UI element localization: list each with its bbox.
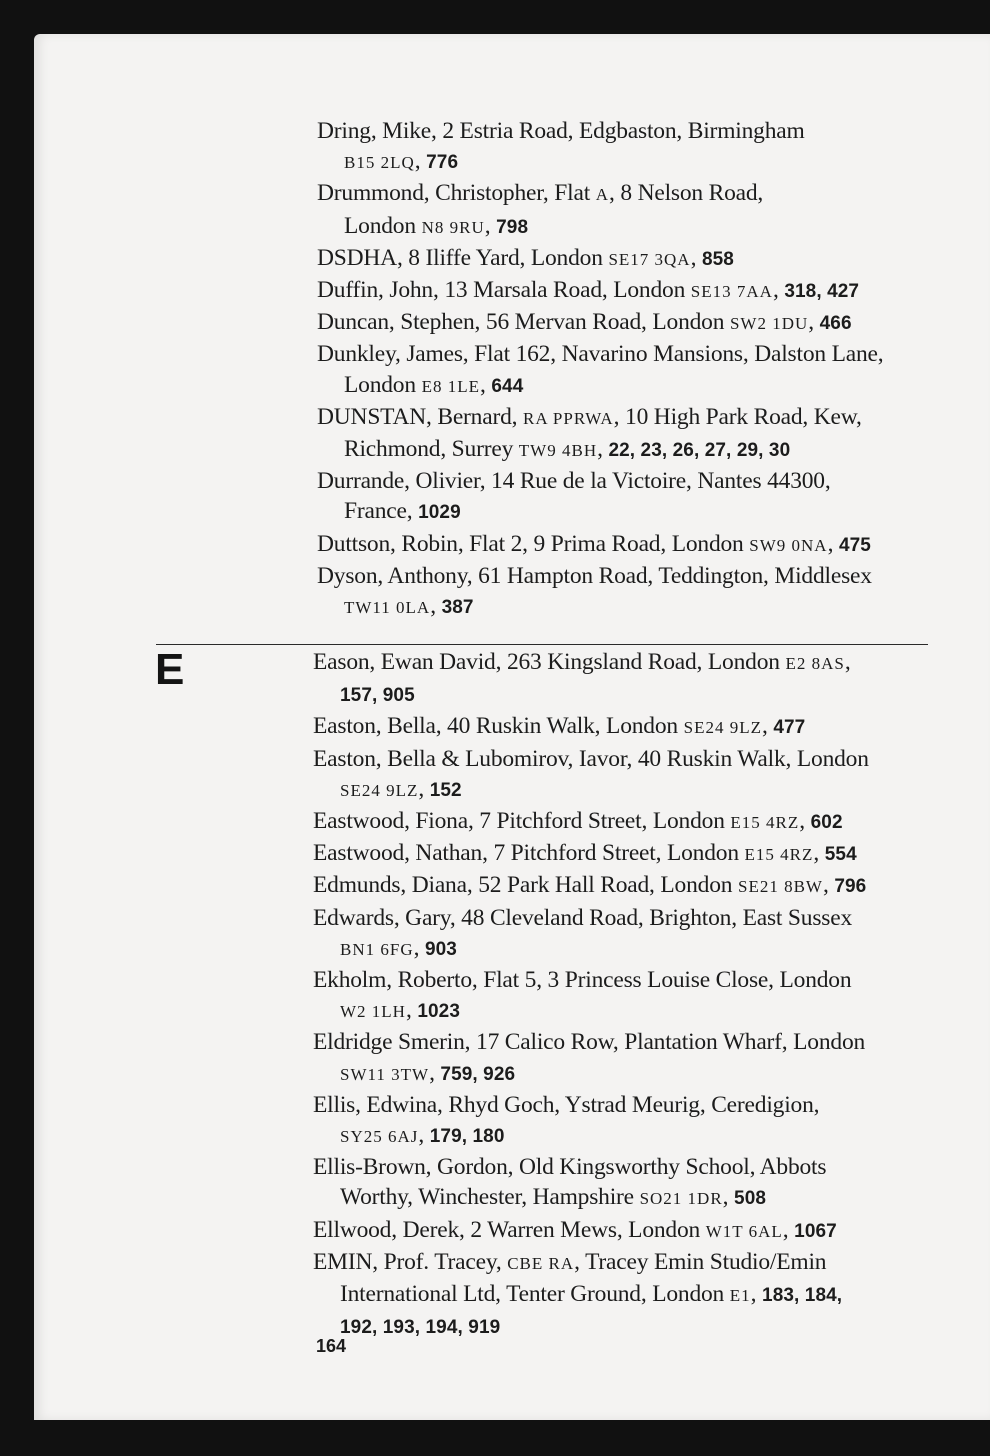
entry-text: , xyxy=(808,309,820,336)
entry-line xyxy=(317,178,990,210)
index-entry xyxy=(0,903,990,965)
entry-continuation-line xyxy=(313,933,990,965)
entry-line xyxy=(317,529,990,561)
page-references: 796 xyxy=(834,876,867,898)
index-entry xyxy=(0,870,990,902)
entry-text: Duncan, Stephen, 56 Mervan Road, London xyxy=(317,309,730,336)
entry-line xyxy=(317,116,990,146)
postcode-or-honours: SE13 7AA xyxy=(690,282,773,302)
entry-line xyxy=(313,1152,990,1182)
entry-text: , xyxy=(799,808,811,835)
postcode-or-honours: E2 8AS xyxy=(785,654,845,673)
page-references: 508 xyxy=(734,1188,767,1210)
entry-text: , xyxy=(430,593,442,620)
index-entry xyxy=(0,402,990,466)
index-entry xyxy=(0,647,990,711)
entry-text: , 8 Nelson Road, xyxy=(609,180,764,207)
entry-text: London xyxy=(344,371,422,398)
entry-text: Ellis-Brown, Gordon, Old Kingsworthy School, Abbots xyxy=(313,1154,827,1181)
entry-line xyxy=(313,903,990,933)
index-entry xyxy=(0,1247,990,1344)
entry-text: , xyxy=(418,775,430,802)
postcode-or-honours: TW9 4BH xyxy=(518,441,598,461)
entry-line xyxy=(317,275,990,307)
index-entry xyxy=(0,838,990,870)
index-entry xyxy=(0,307,990,339)
entry-line xyxy=(313,1027,990,1057)
postcode-or-honours: E1 xyxy=(729,1286,751,1306)
entry-text: , xyxy=(484,212,497,239)
entry-line xyxy=(313,1215,990,1247)
entry-continuation-line xyxy=(313,1120,990,1152)
index-entries-d xyxy=(0,116,990,623)
entry-text: Duffin, John, 13 Marsala Road, London xyxy=(317,277,691,304)
entry-text: Drummond, Christopher, Flat xyxy=(317,180,596,207)
entry-text: , xyxy=(413,934,425,961)
entry-line xyxy=(313,1090,990,1120)
postcode-or-honours: CBE RA xyxy=(507,1253,575,1273)
entry-line xyxy=(317,339,990,369)
index-entry xyxy=(0,529,990,561)
entry-text: , xyxy=(480,371,492,398)
entry-continuation-line xyxy=(317,146,990,178)
index-entry xyxy=(0,965,990,1027)
page-references: 798 xyxy=(496,216,529,238)
entry-line xyxy=(313,1247,990,1279)
entry-text: Edmunds, Diana, 52 Park Hall Road, London xyxy=(313,872,738,899)
postcode-or-honours: SE24 9LZ xyxy=(340,780,419,800)
page-references: 466 xyxy=(819,313,852,335)
postcode-or-honours: E8 1LE xyxy=(421,376,480,396)
page-references: 1067 xyxy=(794,1220,837,1242)
entry-text: Eastwood, Nathan, 7 Pitchford Street, London xyxy=(313,840,745,867)
entry-text: , xyxy=(782,1216,795,1243)
entry-text: Eldridge Smerin, 17 Calico Row, Plantation Wharf, London xyxy=(313,1029,866,1056)
entry-text: France, xyxy=(344,498,419,525)
entry-text: , xyxy=(772,277,785,304)
entry-text: , xyxy=(761,713,774,740)
entry-line xyxy=(313,744,990,774)
index-entry xyxy=(0,243,990,275)
postcode-or-honours: W1T 6AL xyxy=(705,1221,783,1241)
entry-text: Dring, Mike, 2 Estria Road, Edgbaston, Birmingham xyxy=(317,118,805,144)
postcode-or-honours: E15 4RZ xyxy=(744,845,814,865)
index-entry xyxy=(0,561,990,623)
entry-continuation-line xyxy=(313,679,990,711)
page-number: 164 xyxy=(316,1336,347,1356)
entry-line xyxy=(317,243,990,275)
entry-text: , xyxy=(813,840,825,867)
entry-text: International Ltd, Tenter Ground, London xyxy=(340,1281,730,1308)
entry-text: Eastwood, Fiona, 7 Pitchford Street, London xyxy=(313,808,731,835)
entry-line xyxy=(313,870,990,902)
entry-text: , 10 High Park Road, Kew, xyxy=(613,403,862,430)
entry-text: , xyxy=(822,872,835,899)
postcode-or-honours: TW11 0LA xyxy=(344,598,431,618)
page-references: 644 xyxy=(491,375,524,397)
page-references: 157, 905 xyxy=(340,685,415,707)
entry-text: EMIN, Prof. Tracey, xyxy=(313,1248,508,1275)
index-entry xyxy=(0,1027,990,1089)
entry-text: Duttson, Robin, Flat 2, 9 Prima Road, London xyxy=(317,530,750,557)
entry-text: Durrande, Olivier, 14 Rue de la Victoire, Nantes 44300, xyxy=(317,468,831,495)
index-entry xyxy=(0,1215,990,1247)
index-entry xyxy=(0,1152,990,1214)
entry-text: , Tracey Emin Studio/Emin xyxy=(574,1248,827,1275)
page-references: 318, 427 xyxy=(784,281,860,303)
entry-line xyxy=(317,466,990,496)
index-entry xyxy=(0,178,990,242)
postcode-or-honours: BN1 6FG xyxy=(340,939,414,959)
entry-line xyxy=(317,307,990,339)
page-references: 475 xyxy=(838,534,871,556)
entry-text: Eason, Ewan David, 263 Kingsland Road, London xyxy=(313,649,786,675)
entry-text: , xyxy=(405,997,418,1024)
page-references: 179, 180 xyxy=(429,1126,505,1148)
index-entry xyxy=(0,711,990,743)
page-references: 477 xyxy=(773,717,806,739)
entry-continuation-line xyxy=(317,211,990,243)
entry-text: Easton, Bella & Lubomirov, Iavor, 40 Ruskin Walk, London xyxy=(313,745,869,772)
entry-text: Dunkley, James, Flat 162, Navarino Mansions, Dalston Lane, xyxy=(317,341,884,368)
postcode-or-honours: SW2 1DU xyxy=(729,314,809,334)
page-references: 192, 193, 194, 919 xyxy=(340,1317,501,1339)
page-references: 602 xyxy=(810,812,843,834)
entry-text: Worthy, Winchester, Hampshire xyxy=(340,1184,640,1211)
page-references: 1029 xyxy=(418,502,461,524)
index-entries-e xyxy=(0,647,990,1343)
index-entry xyxy=(0,466,990,528)
entry-text: Richmond, Surrey xyxy=(344,436,519,463)
page-references: 903 xyxy=(424,938,457,960)
entry-text: , xyxy=(750,1281,763,1308)
entry-line xyxy=(317,402,990,434)
entry-continuation-line xyxy=(313,1311,990,1343)
entry-text: Ellis, Edwina, Rhyd Goch, Ystrad Meurig, Ceredigion, xyxy=(313,1091,820,1118)
page-references: 152 xyxy=(429,779,462,801)
page-references: 183, 184, xyxy=(762,1285,843,1307)
entry-text: Easton, Bella, 40 Ruskin Walk, London xyxy=(313,713,684,740)
page-references: 387 xyxy=(441,597,474,619)
section-divider xyxy=(156,644,928,645)
entry-text: Ekholm, Roberto, Flat 5, 3 Princess Louise Close, London xyxy=(313,967,852,994)
postcode-or-honours: SW11 3TW xyxy=(340,1064,430,1084)
postcode-or-honours: A xyxy=(595,185,609,205)
entry-text: , xyxy=(597,436,609,463)
page-references: 759, 926 xyxy=(440,1063,516,1085)
index-entry xyxy=(0,1090,990,1152)
entry-text: , xyxy=(429,1059,441,1086)
index-entry xyxy=(0,806,990,838)
index-entry xyxy=(0,339,990,401)
page-references: 858 xyxy=(701,248,734,270)
page-references: 1023 xyxy=(417,1001,460,1023)
entry-text: , xyxy=(414,148,427,175)
postcode-or-honours: RA PPRWA xyxy=(522,408,614,428)
entry-text: , xyxy=(418,1122,430,1149)
index-entry xyxy=(0,275,990,307)
postcode-or-honours: SE17 3QA xyxy=(608,249,691,269)
entry-continuation-line xyxy=(313,995,990,1027)
entry-continuation-line xyxy=(313,1182,990,1214)
entry-text: Edwards, Gary, 48 Cleveland Road, Brighton, East Sussex xyxy=(313,904,852,931)
entry-text: DSDHA, 8 Iliffe Yard, London xyxy=(317,244,609,271)
postcode-or-honours: SE24 9LZ xyxy=(683,718,762,738)
entry-continuation-line xyxy=(317,370,990,402)
entry-text: DUNSTAN, Bernard, xyxy=(317,403,523,430)
postcode-or-honours: SY25 6AJ xyxy=(340,1127,419,1147)
entry-text: , xyxy=(690,244,702,271)
postcode-or-honours: SW9 0NA xyxy=(749,535,828,555)
entry-line xyxy=(313,965,990,995)
entry-continuation-line xyxy=(313,774,990,806)
entry-continuation-line xyxy=(317,591,990,623)
postcode-or-honours: W2 1LH xyxy=(340,1002,406,1022)
postcode-or-honours: SE21 8BW xyxy=(738,877,823,897)
postcode-or-honours: E15 4RZ xyxy=(730,813,800,833)
page-references: 554 xyxy=(824,844,857,866)
entry-line xyxy=(313,806,990,838)
section-letter: E xyxy=(155,645,185,694)
entry-line xyxy=(317,561,990,591)
index-entry xyxy=(0,116,990,178)
postcode-or-honours: SO21 1DR xyxy=(639,1189,723,1209)
entry-line xyxy=(313,838,990,870)
entry-text: , xyxy=(844,649,851,675)
entry-line xyxy=(313,647,990,679)
entry-line xyxy=(313,711,990,743)
entry-continuation-line xyxy=(317,496,990,528)
index-entry xyxy=(0,744,990,806)
postcode-or-honours: B15 2LQ xyxy=(344,153,415,173)
entry-text: Ellwood, Derek, 2 Warren Mews, London xyxy=(313,1216,706,1243)
entry-continuation-line xyxy=(313,1058,990,1090)
entry-text: London xyxy=(344,212,422,239)
entry-text: , xyxy=(722,1184,735,1211)
entry-continuation-line xyxy=(317,434,990,466)
page-references: 22, 23, 26, 27, 29, 30 xyxy=(608,440,791,462)
entry-text: , xyxy=(827,530,839,557)
postcode-or-honours: N8 9RU xyxy=(421,217,485,237)
entry-continuation-line xyxy=(313,1279,990,1311)
entry-text: Dyson, Anthony, 61 Hampton Road, Teddington, Middlesex xyxy=(317,562,872,589)
page-references: 776 xyxy=(426,152,459,174)
